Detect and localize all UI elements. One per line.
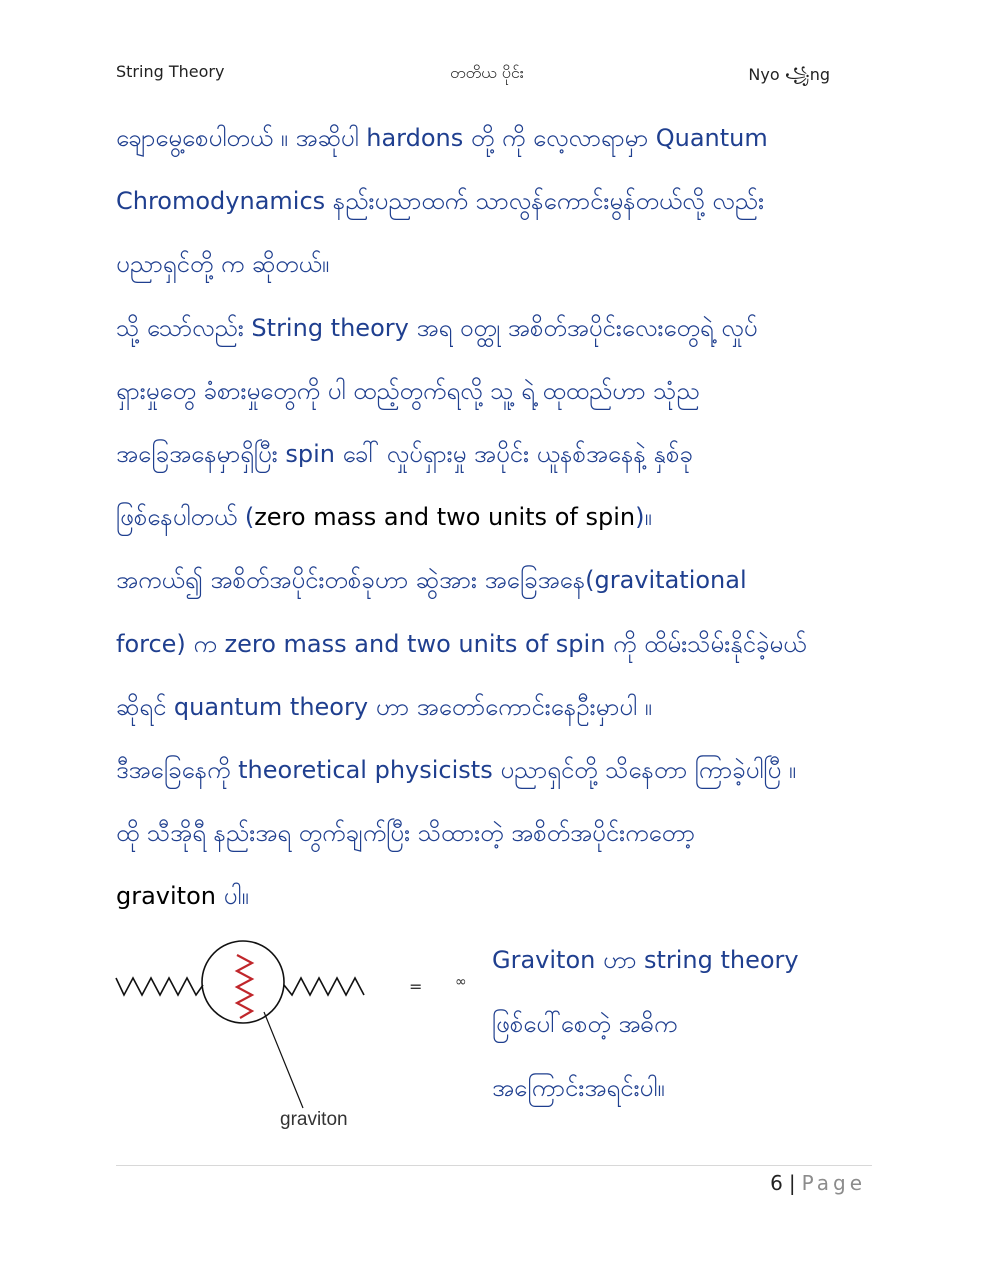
body-line: force) က zero mass and two units of spin ကို ထိမ်းသိမ်းနိုင်ခဲ့မယ် (116, 629, 807, 658)
pointer-line (264, 1012, 303, 1108)
inner-spring (237, 955, 252, 1018)
footer-separator: | (788, 1171, 796, 1195)
header-author: Nyo ꧁ng (748, 65, 830, 84)
text-run: )။ (635, 503, 652, 532)
body-line: အခြေအနေမှာရှိပြီး spin ခေါ် လှုပ်ရှားမှု အပိုင်း ယူနစ်အနေနဲ့ နှစ်ခု (116, 439, 693, 468)
figure-description (492, 940, 872, 1132)
particle-circle (202, 941, 284, 1023)
body-line: အကယ်၍ အစိတ်အပိုင်းတစ်ခုဟာ ဆွဲအား အခြေအနေ(gravitational (116, 566, 747, 595)
description-line: ဖြစ်ပေါ်စေတဲ့ အဓိက (492, 1010, 678, 1038)
body-line: ထို သီအိုရီ နည်းအရ တွက်ချက်ပြီး သိထားတဲ့ အစိတ်အပိုင်းကတော့ (116, 819, 695, 848)
body-line (116, 876, 876, 939)
description-line: Graviton ဟာ string theory (492, 946, 799, 974)
header-title: String Theory (116, 62, 225, 81)
page-word: Page (801, 1171, 866, 1195)
body-line (116, 497, 876, 560)
description-line: အကြောင်းအရင်းပါ။ (492, 1074, 665, 1102)
page-footer (770, 1171, 866, 1195)
text-run: ဖြစ်နေပါတယ် ( (116, 503, 255, 532)
page-header (116, 62, 834, 88)
body-line: ဒီအခြေနေကို theoretical physicists ပညာရှင်တို့ သိနေတာ ကြာခဲ့ပါပြီ ။ (116, 755, 797, 784)
graviton-figure (112, 940, 472, 1140)
footer-divider (116, 1165, 872, 1166)
header-section: တတိယ ပိုင်း (450, 63, 524, 82)
body-line: Chromodynamics နည်းပညာထက် သာလွန်ကောင်းမွန်တယ်လို့ လည်း (116, 187, 765, 216)
page-number: 6 (770, 1171, 783, 1195)
bold-phrase: zero mass and two units of spin (254, 503, 636, 532)
body-line: ဆိုရင် quantum theory ဟာ အတော်ကောင်းနေဦးမှာပါ ။ (116, 692, 652, 721)
wave-symbol: ∞ (455, 974, 467, 990)
graviton-label: graviton (280, 1109, 348, 1130)
text-run: ပါ။ (215, 882, 249, 911)
right-spring (284, 978, 364, 995)
body-text (116, 118, 876, 939)
body-line: သို့ သော်လည်း String theory အရ ဝတ္ထု အစိတ်အပိုင်းလေးတွေရဲ့ လှုပ် (116, 313, 758, 342)
equals-sign: = (409, 977, 423, 996)
body-line: ပညာရှင်တို့ က ဆိုတယ်။ (116, 250, 330, 279)
body-line: ရှားမှုတွေ ခံစားမှုတွေကို ပါ ထည့်တွက်ရလို့ သူ့ ရဲ့ ထုထည်ဟာ သုံည (116, 376, 700, 405)
bold-term: graviton (116, 882, 216, 911)
body-line: ချောမွေ့စေပါတယ် ။ အဆိုပါ hardons တို့ ကို လေ့လာရာမှာ Quantum (116, 124, 768, 152)
left-spring (116, 978, 203, 995)
